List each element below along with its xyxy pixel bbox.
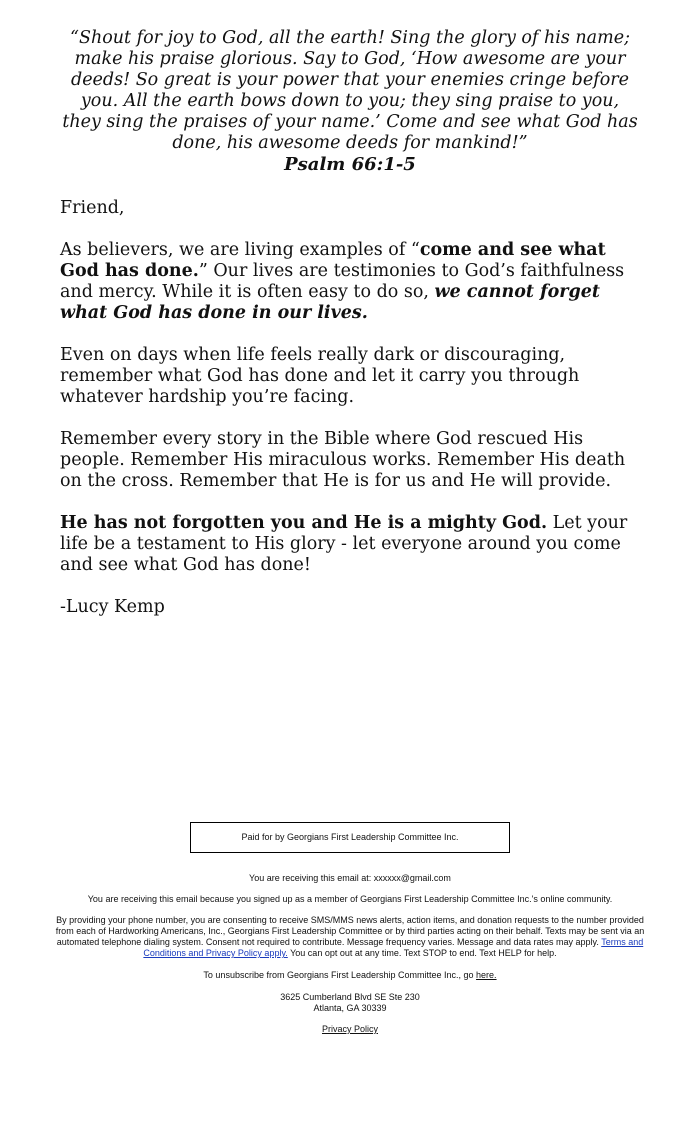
paragraph-2: Even on days when life feels really dark or discouraging, remember what God has done and let it carry you through whatever hardship you’re facing. (60, 345, 580, 407)
paragraph-1-bold-italic: we cannot forget what God has done in our lives. (60, 282, 600, 323)
paragraph-3: Remember every story in the Bible where God rescued His people. Remember His miraculous works. Remember His death on the cross. Remember that He is for us and He will provide. (60, 429, 626, 491)
signature: -Lucy Kemp (60, 597, 165, 617)
paid-for-text: Paid for by Georgians First Leadership Committee Inc. (241, 832, 459, 842)
sms-optout-text: You can opt out at any time. Text STOP to end. Text HELP for help. (287, 948, 557, 958)
greeting: Friend, (60, 198, 125, 218)
paragraph-4-bold: He has not forgotten you and He is a mighty God. (60, 513, 548, 533)
paragraph-4 (60, 513, 640, 576)
scripture-quote: “Shout for joy to God, all the earth! Sing the glory of his name; make his praise glorious. Say to God, ‘How awesome are your deeds! So great is your power that your enemies cringe before you. All the earth bows down to you; they sing praise to you, they sing the praises of your name.’ Come and see what God has done, his awesome deeds for mankind!” (62, 28, 638, 153)
recipient-email-line: You are receiving this email at: xxxxxx@gmail.com (249, 873, 451, 883)
sms-consent-text: By providing your phone number, you are consenting to receive SMS/MMS news alerts, action items, and donation requests to the number provided from each of Hardworking Americans, Inc., Georgians First Leadership Committee or by third parties acting on their behalf. Texts may be sent via an automated telephone dialing system. Consent not required to contribute. Message frequency varies. Message and data rates may apply. (55, 915, 645, 947)
paid-for-box (190, 822, 510, 853)
sms-consent-notice (55, 915, 645, 959)
privacy-policy-link[interactable]: Privacy Policy (321, 1024, 378, 1034)
terms-privacy-link[interactable]: Terms and Conditions and Privacy Policy apply. (143, 937, 644, 958)
membership-notice: You are receiving this email because you signed up as a member of Georgians First Leadership Committee Inc.'s online community. (87, 894, 613, 904)
email-footer (55, 822, 645, 1035)
address-line-2: Atlanta, GA 30339 (313, 1003, 387, 1013)
paragraph-4-text: Let your life be a testament to His glory - let everyone around you come and see what God has done! (60, 513, 628, 575)
address-line-1: 3625 Cumberland Blvd SE Ste 230 (280, 992, 420, 1002)
paragraph-1 (60, 240, 640, 324)
unsubscribe-line (55, 970, 645, 981)
letter-body (60, 28, 640, 618)
paragraph-1-bold: come and see what God has done. (60, 240, 606, 281)
paragraph-1-text-c: ” Our lives are testimonies to God’s faithfulness and mercy. While it is often easy to do so, (60, 261, 625, 302)
unsubscribe-link[interactable]: here. (476, 970, 497, 980)
scripture-reference: Psalm 66:1-5 (284, 154, 416, 175)
paragraph-1-text-a: As believers, we are living examples of “ (60, 240, 420, 260)
unsubscribe-text: To unsubscribe from Georgians First Leadership Committee Inc., go (203, 970, 477, 980)
